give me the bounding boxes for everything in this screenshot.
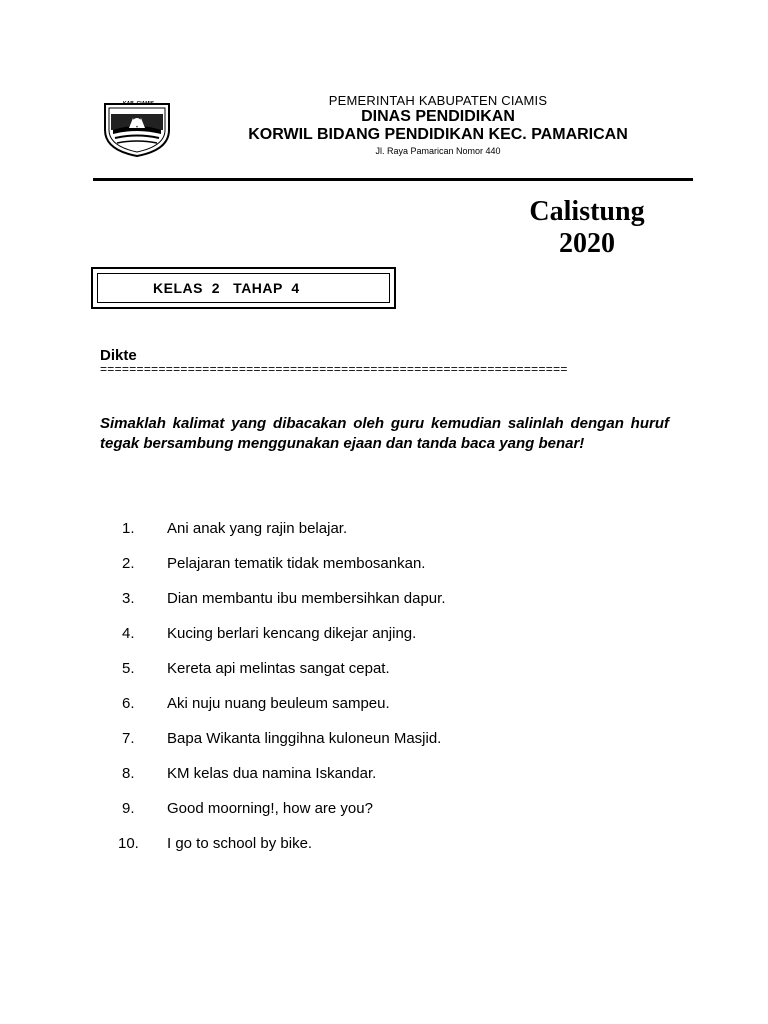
item-number: 7. <box>122 730 135 747</box>
item-number: 3. <box>122 590 135 607</box>
item-number: 1. <box>122 520 135 537</box>
document-title: Calistung <box>529 196 645 227</box>
item-text: Pelajaran tematik tidak membosankan. <box>167 555 426 572</box>
item-number: 5. <box>122 660 135 677</box>
section-divider: ================================================================ <box>100 362 568 376</box>
item-number: 4. <box>122 625 135 642</box>
class-stage-box <box>91 267 396 309</box>
item-number: 10. <box>118 835 139 852</box>
item-text: Good moorning!, how are you? <box>167 800 373 817</box>
item-number: 9. <box>122 800 135 817</box>
item-text: Bapa Wikanta linggihna kuloneun Masjid. <box>167 730 442 747</box>
item-text: Dian membantu ibu membersihkan dapur. <box>167 590 446 607</box>
document-year: 2020 <box>559 228 615 259</box>
instructions-text: Simaklah kalimat yang dibacakan oleh guru kemudian salinlah dengan huruf tegak bersambung menggunakan ejaan dan tanda baca yang benar! <box>100 415 669 452</box>
agency-name: DINAS PENDIDIKAN <box>361 108 515 125</box>
item-number: 8. <box>122 765 135 782</box>
item-text: I go to school by bike. <box>167 835 313 852</box>
item-text: Kereta api melintas sangat cepat. <box>167 660 390 677</box>
office-address: Jl. Raya Pamarican Nomor 440 <box>375 146 501 156</box>
section-title: Dikte <box>100 347 137 364</box>
government-name: PEMERINTAH KABUPATEN CIAMIS <box>328 93 548 108</box>
item-text: KM kelas dua namina Iskandar. <box>167 765 377 782</box>
item-text: Aki nuju nuang beuleum sampeu. <box>167 695 390 712</box>
office-name: KORWIL BIDANG PENDIDIKAN KEC. PAMARICAN <box>248 126 628 143</box>
item-text: Ani anak yang rajin belajar. <box>167 520 348 537</box>
item-number: 2. <box>122 555 135 572</box>
ciamis-regency-emblem-logo <box>103 100 171 158</box>
letterhead-divider <box>93 178 693 181</box>
logo-text: KAB. CIAMIS <box>123 101 155 107</box>
item-text: Kucing berlari kencang dikejar anjing. <box>167 625 417 642</box>
item-number: 6. <box>122 695 135 712</box>
class-stage-label: KELAS 2 TAHAP 4 <box>153 280 300 296</box>
